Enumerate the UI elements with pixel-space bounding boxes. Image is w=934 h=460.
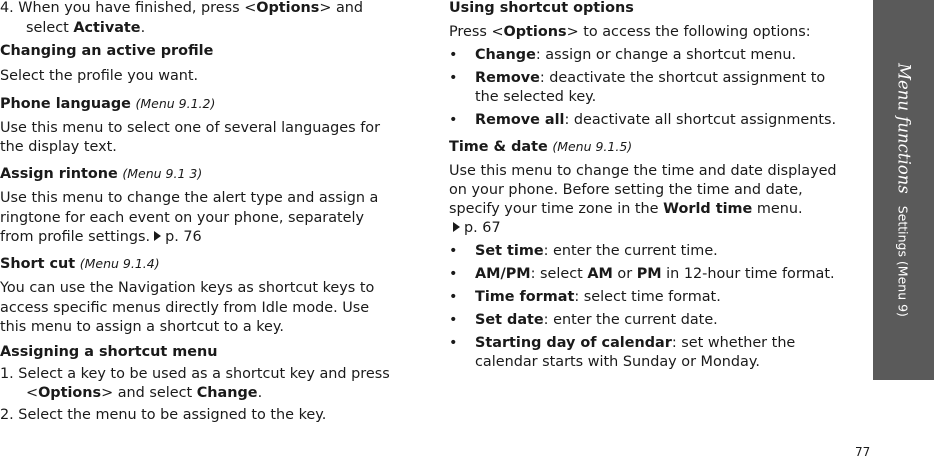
bullet-icon: • xyxy=(449,47,458,63)
time-page-ref-line xyxy=(449,218,501,238)
heading-short-cut: Short cut (Menu 9.1.4) xyxy=(0,256,160,272)
time-text-3: specify your time zone in the World time menu. xyxy=(449,201,803,217)
section-tab-label xyxy=(873,0,934,380)
heading-assign-ringtone: Assign rintone (Menu 9.1 3) xyxy=(0,166,203,182)
option-remove: Remove: deactivate the shortcut assignment to xyxy=(475,70,826,86)
step-4: 4. When you have finished, press <Options> and xyxy=(0,0,364,16)
option-set-date: Set date: enter the current date. xyxy=(475,312,718,328)
bullet-icon: • xyxy=(449,312,458,328)
step-1-line-2: <Options> and select Change. xyxy=(26,385,263,401)
changing-profile-text: Select the profile you want. xyxy=(0,68,199,84)
bullet-icon: • xyxy=(449,112,458,128)
phone-language-text-1: Use this menu to select one of several languages for xyxy=(0,120,381,136)
ringtone-page-ref: p. 76 xyxy=(165,229,202,245)
option-starting-day-line-2: calendar starts with Sunday or Monday. xyxy=(475,354,760,370)
page-number: 77 xyxy=(855,445,871,459)
bullet-icon: • xyxy=(449,266,458,282)
page-ref-arrow-icon xyxy=(453,222,460,232)
step-4-line-2: select Activate. xyxy=(26,20,146,36)
time-text-1: Use this menu to change the time and date displayed xyxy=(449,163,837,179)
bullet-icon: • xyxy=(449,243,458,259)
heading-changing-profile: Changing an active profile xyxy=(0,43,214,59)
phone-language-text-2: the display text. xyxy=(0,139,117,155)
option-time-format: Time format: select time format. xyxy=(475,289,721,305)
heading-time-date: Time & date (Menu 9.1.5) xyxy=(449,139,633,155)
bullet-icon: • xyxy=(449,70,458,86)
tab-subsection-title: Settings (Menu 9) xyxy=(895,205,910,317)
option-change: Change: assign or change a shortcut menu. xyxy=(475,47,797,63)
bullet-icon: • xyxy=(449,289,458,305)
option-starting-day: Starting day of calendar: set whether the xyxy=(475,335,796,351)
time-text-2: on your phone. Before setting the time and date, xyxy=(449,182,803,198)
page-ref-arrow-icon xyxy=(154,231,161,241)
using-shortcut-text: Press <Options> to access the following options: xyxy=(449,24,811,40)
option-remove-all: Remove all: deactivate all shortcut assignments. xyxy=(475,112,837,128)
heading-phone-language: Phone language (Menu 9.1.2) xyxy=(0,96,216,112)
heading-using-shortcut-options: Using shortcut options xyxy=(449,0,634,16)
option-remove-line-2: the selected key. xyxy=(475,89,597,105)
shortcut-text-2: access specific menus directly from Idle mode. Use xyxy=(0,300,370,316)
ringtone-text-3: from profile settings. p. 76 xyxy=(0,229,202,245)
tab-section-title: Menu functions xyxy=(894,63,913,194)
shortcut-text-1: You can use the Navigation keys as shortcut keys to xyxy=(0,280,375,296)
option-set-time: Set time: enter the current time. xyxy=(475,243,718,259)
ringtone-text-1: Use this menu to change the alert type and assign a xyxy=(0,190,379,206)
bullet-icon: • xyxy=(449,335,458,351)
step-1: 1. Select a key to be used as a shortcut key and press xyxy=(0,366,390,382)
step-2: 2. Select the menu to be assigned to the key. xyxy=(0,407,327,423)
option-am-pm: AM/PM: select AM or PM in 12-hour time format. xyxy=(475,266,835,282)
time-page-ref: p. 67 xyxy=(464,220,501,236)
heading-assigning-shortcut: Assigning a shortcut menu xyxy=(0,344,218,360)
shortcut-text-3: this menu to assign a shortcut to a key. xyxy=(0,319,284,335)
ringtone-text-2: ringtone for each event on your phone, separately xyxy=(0,210,365,226)
